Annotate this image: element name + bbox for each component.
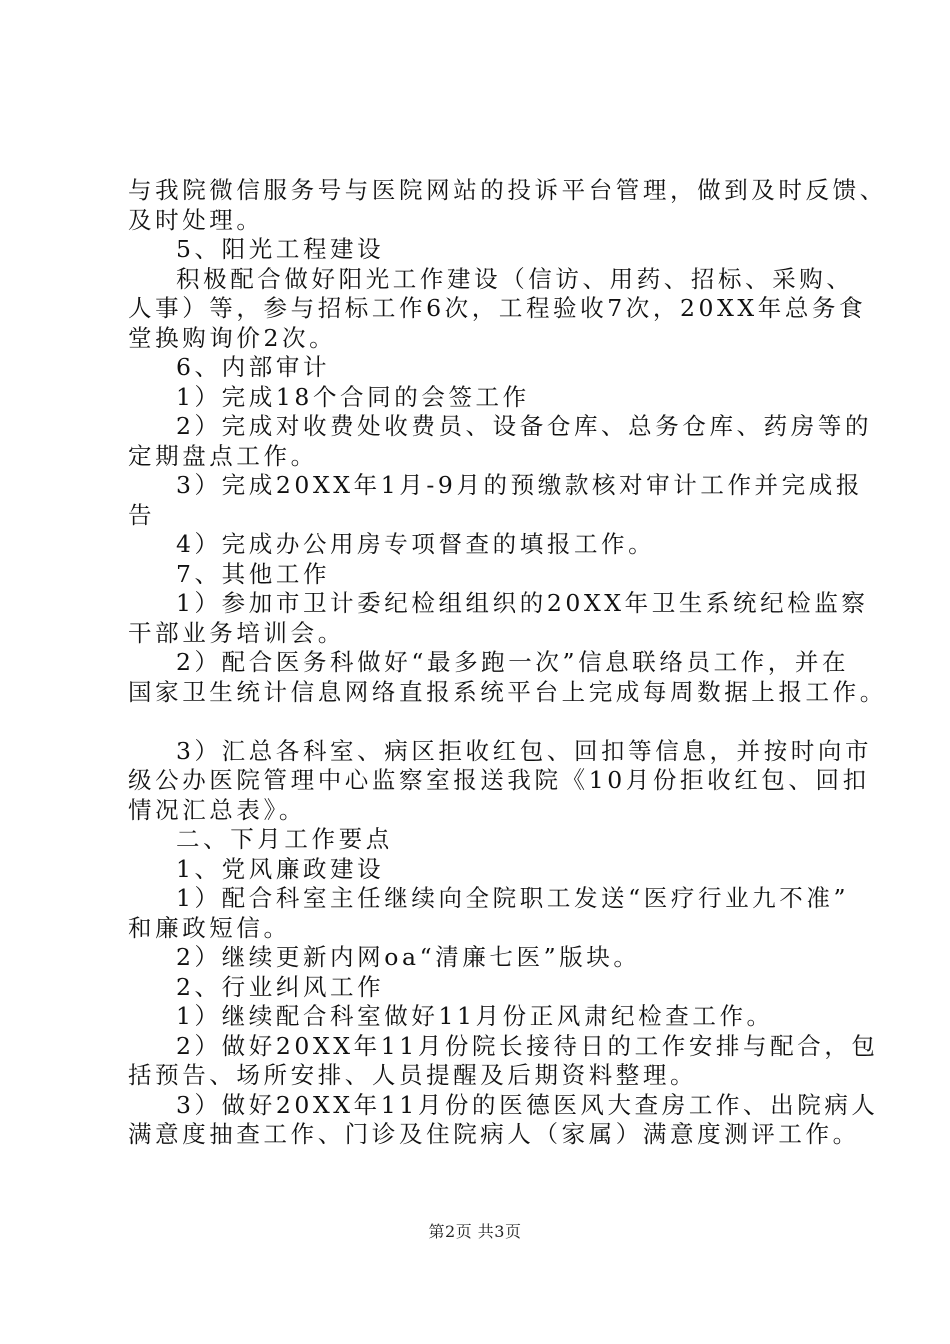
- blank-line: [128, 707, 848, 737]
- paragraph-line: 括预告、场所安排、人员提醒及后期资料整理。: [128, 1061, 698, 1089]
- paragraph-line: 情况汇总表》。: [128, 795, 306, 824]
- paragraph-line: 干部业务培训会。: [128, 618, 345, 647]
- paragraph-line: 级公办医院管理中心监察室报送我院《10月份拒收红包、回扣: [128, 766, 870, 794]
- paragraph-line: 告: [128, 500, 156, 529]
- paragraph-line: 国家卫生统计信息网络直报系统平台上完成每周数据上报工作。: [128, 677, 887, 706]
- list-item: 1）参加市卫计委纪检组组织的20XX年卫生系统纪检监察: [176, 589, 869, 617]
- section-heading: 6、内部审计: [176, 353, 331, 381]
- paragraph-line: 与我院微信服务号与医院网站的投诉平台管理，做到及时反馈、: [128, 176, 887, 204]
- document-body: [128, 176, 887, 1150]
- list-item: 2）继续更新内网oa“清廉七医”版块。: [176, 943, 641, 971]
- list-item: 2）完成对收费处收费员、设备仓库、总务仓库、药房等的: [176, 412, 873, 440]
- paragraph-line: 人事）等，参与招标工作6次，工程验收7次，20XX年总务食: [128, 294, 867, 322]
- paragraph-line: 积极配合做好阳光工作建设（信访、用药、招标、采购、: [176, 264, 854, 293]
- list-item: 1）完成18个合同的会签工作: [176, 382, 530, 411]
- paragraph-line: 和廉政短信。: [128, 913, 291, 942]
- section-heading: 1、党风廉政建设: [176, 854, 385, 883]
- paragraph-line: 满意度抽查工作、门诊及住院病人（家属）满意度测评工作。: [128, 1120, 860, 1148]
- list-item: 2）做好20XX年11月份院长接待日的工作安排与配合，包: [176, 1031, 879, 1060]
- list-item: 3）汇总各科室、病区拒收红包、回扣等信息，并按时向市: [176, 736, 873, 765]
- list-item: 1）继续配合科室做好11月份正风肃纪检查工作。: [176, 1002, 774, 1030]
- list-item: 3）完成20XX年1月-9月的预缴款核对审计工作并完成报: [176, 471, 863, 499]
- paragraph-line: 及时处理。: [128, 205, 264, 234]
- list-item: 2）配合医务科做好“最多跑一次”信息联络员工作，并在: [176, 648, 850, 676]
- section-heading: 7、其他工作: [176, 559, 331, 588]
- list-item: 3）做好20XX年11月份的医德医风大查房工作、出院病人: [176, 1090, 879, 1119]
- paragraph-line: 堂换购询价2次。: [128, 323, 337, 352]
- page-number-footer: 第2页 共3页: [428, 1222, 522, 1241]
- paragraph-line: 定期盘点工作。: [128, 441, 318, 470]
- section-heading: 5、阳光工程建设: [176, 235, 385, 263]
- section-heading: 二、下月工作要点: [176, 825, 393, 853]
- list-item: 4）完成办公用房专项督查的填报工作。: [176, 530, 656, 558]
- list-item: 1）配合科室主任继续向全院职工发送“医疗行业九不准”: [176, 884, 850, 912]
- section-heading: 2、行业纠风工作: [176, 972, 385, 1001]
